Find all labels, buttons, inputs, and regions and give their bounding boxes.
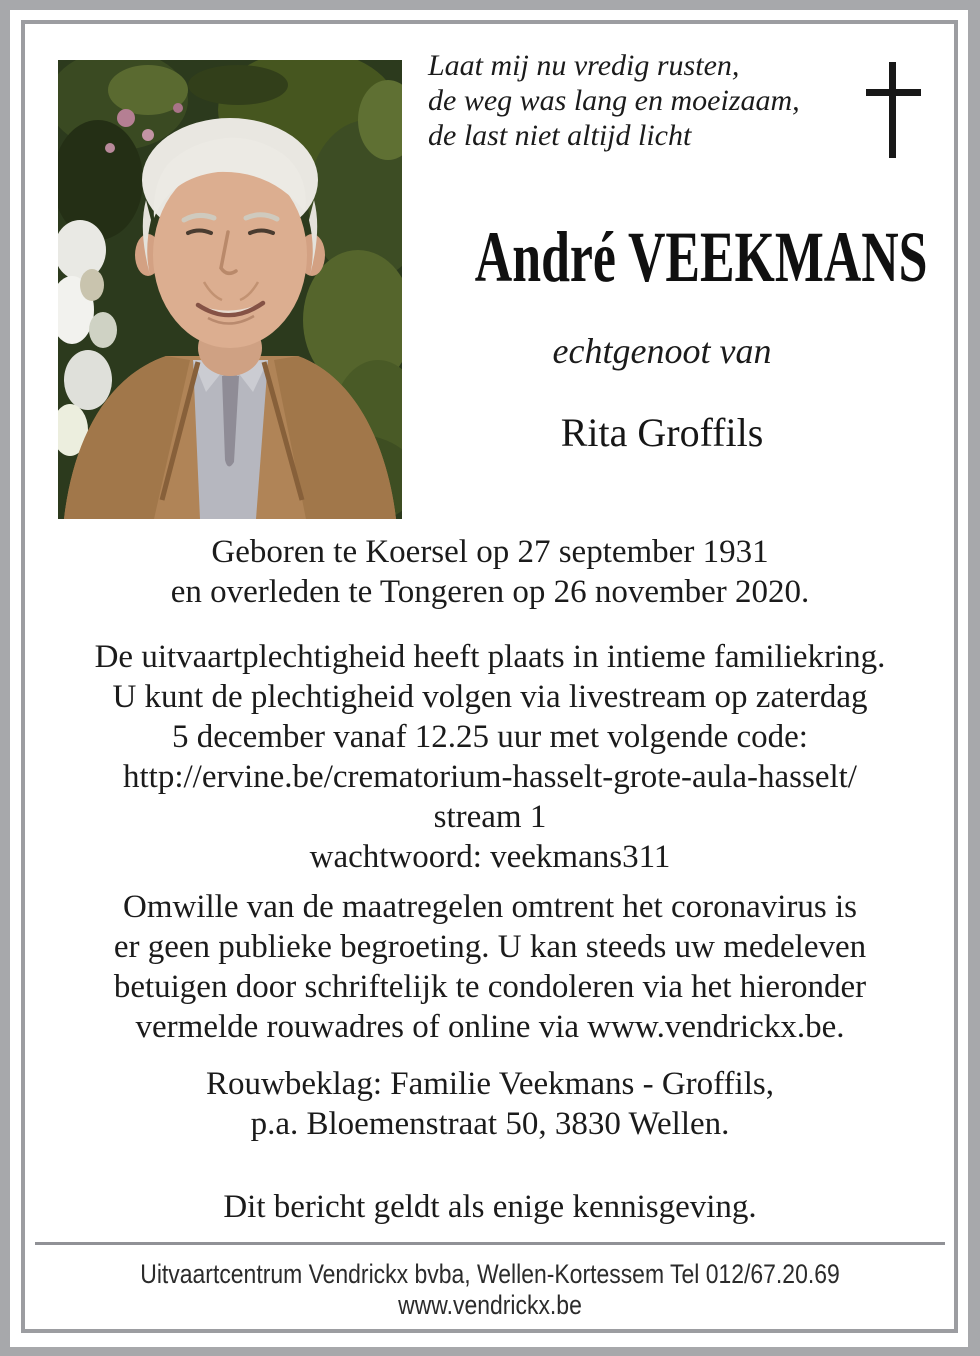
ceremony-line-1: De uitvaartplechtigheid heeft plaats in intieme familiekring. (94, 639, 886, 675)
deceased-name: André VEEKMANS (474, 217, 928, 297)
livestream-url: http://ervine.be/crematorium-hasselt-grote-aula-hasselt/ (123, 759, 857, 795)
covid-line-1: Omwille van de maatregelen omtrent het coronavirus is (122, 889, 857, 925)
condolence-address (30, 1064, 950, 1144)
quote-line-1: Laat mij nu vredig rusten, (428, 49, 740, 82)
cross-vertical-bar (889, 62, 896, 158)
funeral-home-website: www.vendrickx.be (398, 1290, 582, 1320)
portrait-photo (58, 60, 402, 519)
ceremony-line-2: U kunt de plechtigheid volgen via livestream op zaterdag (112, 679, 868, 715)
covid-line-3: betuigen door schriftelijk te condoleren via het hieronder (113, 969, 867, 1005)
ceremony-info (30, 637, 950, 877)
birth-line: Geboren te Koersel op 27 september 1931 (211, 534, 769, 570)
livestream-stream: stream 1 (433, 799, 547, 835)
portrait-illustration (58, 60, 402, 519)
condolence-family-line: Rouwbeklag: Familie Veekmans - Groffils, (206, 1066, 774, 1102)
covid-line-2: er geen publieke begroeting. U kan steeds uw medeleven (113, 929, 867, 965)
funeral-home-footer (99, 1259, 881, 1321)
relation-label: echtgenoot van (552, 331, 772, 371)
cross-horizontal-bar (866, 89, 921, 96)
life-dates (30, 532, 950, 612)
covid-line-4: vermelde rouwadres of online via www.vendrickx.be. (135, 1009, 845, 1045)
spouse-name: Rita Groffils (560, 410, 764, 455)
ceremony-line-3: 5 december vanaf 12.25 uur met volgende code: (172, 719, 808, 755)
quote-line-3: de last niet altijd licht (428, 119, 692, 152)
footer-divider (35, 1242, 945, 1245)
memorial-quote (428, 48, 800, 153)
death-line: en overleden te Tongeren op 26 november 2020. (170, 574, 810, 610)
quote-line-2: de weg was lang en moeizaam, (428, 84, 800, 117)
livestream-password: wachtwoord: veekmans311 (309, 839, 671, 875)
sole-notification: Dit bericht geldt als enige kennisgeving. (223, 1189, 757, 1225)
funeral-home-info: Uitvaartcentrum Vendrickx bvba, Wellen-Kortessem Tel 012/67.20.69 (140, 1259, 840, 1289)
covid-notice (30, 887, 950, 1047)
condolence-street-line: p.a. Bloemenstraat 50, 3830 Wellen. (250, 1106, 730, 1142)
